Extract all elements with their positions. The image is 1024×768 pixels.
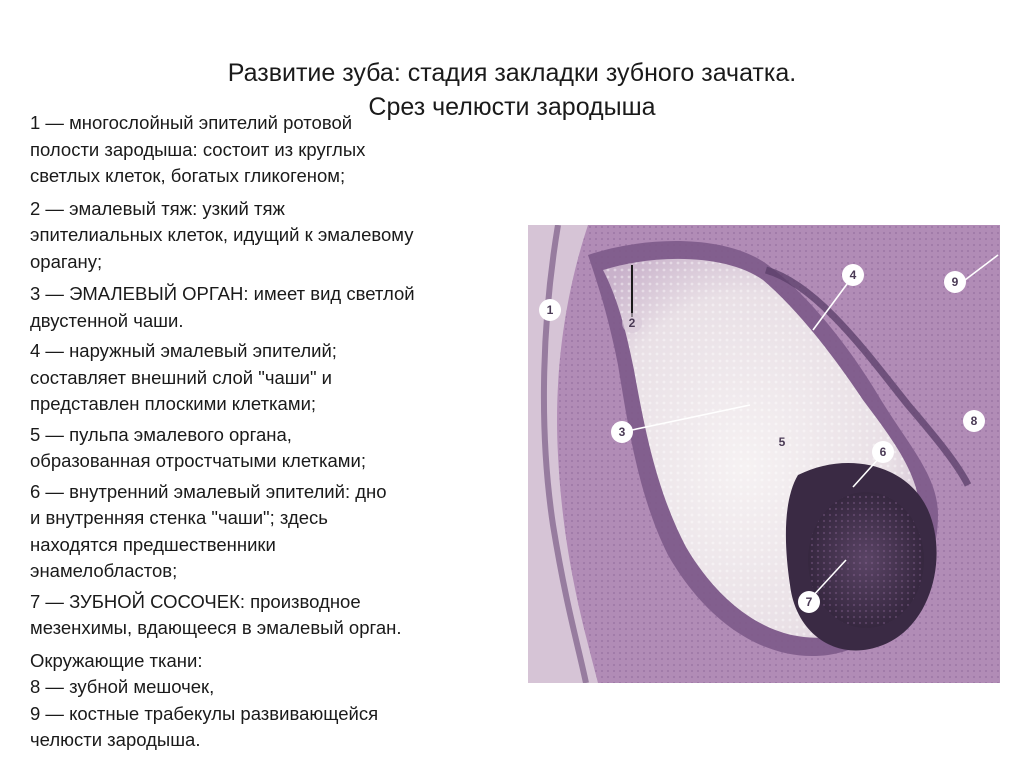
- svg-text:5: 5: [778, 435, 786, 449]
- label-1: [539, 299, 561, 321]
- label-9: [944, 271, 966, 293]
- legend-item-5: 5 — пульпа эмалевого органа, образованная отростчатыми клетками;: [30, 423, 366, 471]
- svg-text:8: 8: [970, 414, 978, 428]
- title-line-1: Развитие зуба: стадия закладки зубного зачатка.: [227, 59, 797, 87]
- label-7: [798, 591, 820, 613]
- label-4: [842, 264, 864, 286]
- svg-text:4: 4: [849, 268, 857, 282]
- legend: [30, 110, 520, 760]
- svg-text:3: 3: [618, 425, 626, 439]
- legend-item-8-9: Окружающие ткани: 8 — зубной мешочек, 9 — костные трабекулы развивающейся челюсти зародыша.: [30, 649, 379, 750]
- label-2: [622, 313, 642, 333]
- legend-item-3: 3 — ЭМАЛЕВЫЙ ОРГАН: имеет вид светлой двустенной чаши.: [30, 283, 415, 331]
- histology-micrograph: [528, 225, 1000, 683]
- label-6: [872, 441, 894, 463]
- svg-text:1: 1: [546, 303, 554, 317]
- svg-text:6: 6: [879, 445, 887, 459]
- legend-item-4: 4 — наружный эмалевый эпителий; составляет внешний слой "чаши" и представлен плоскими клетками;: [30, 340, 337, 414]
- label-5: [779, 435, 786, 449]
- legend-item-6: 6 — внутренний эмалевый эпителий: дно и внутренняя стенка "чаши"; здесь находятся предшественники энамелобластов;: [30, 480, 387, 581]
- svg-text:7: 7: [805, 595, 813, 609]
- legend-item-7: 7 — ЗУБНОЙ СОСОЧЕК: производное мезенхимы, вдающееся в эмалевый орган.: [30, 590, 402, 638]
- dental-papilla-texture: [805, 492, 924, 628]
- legend-item-2: 2 — эмалевый тяж: узкий тяж эпителиальных клеток, идущий к эмалевому орагану;: [30, 197, 414, 272]
- svg-text:9: 9: [951, 275, 959, 289]
- title-line-2: Срез челюсти зародыша: [368, 93, 656, 121]
- svg-text:2: 2: [628, 316, 636, 330]
- label-8: [963, 410, 985, 432]
- legend-item-1: 1 — многослойный эпителий ротовой полости зародыша: состоит из круглых светлых клеток, богатых гликогеном;: [30, 112, 366, 186]
- micrograph-illustration: [528, 225, 1000, 683]
- label-3: [611, 421, 633, 443]
